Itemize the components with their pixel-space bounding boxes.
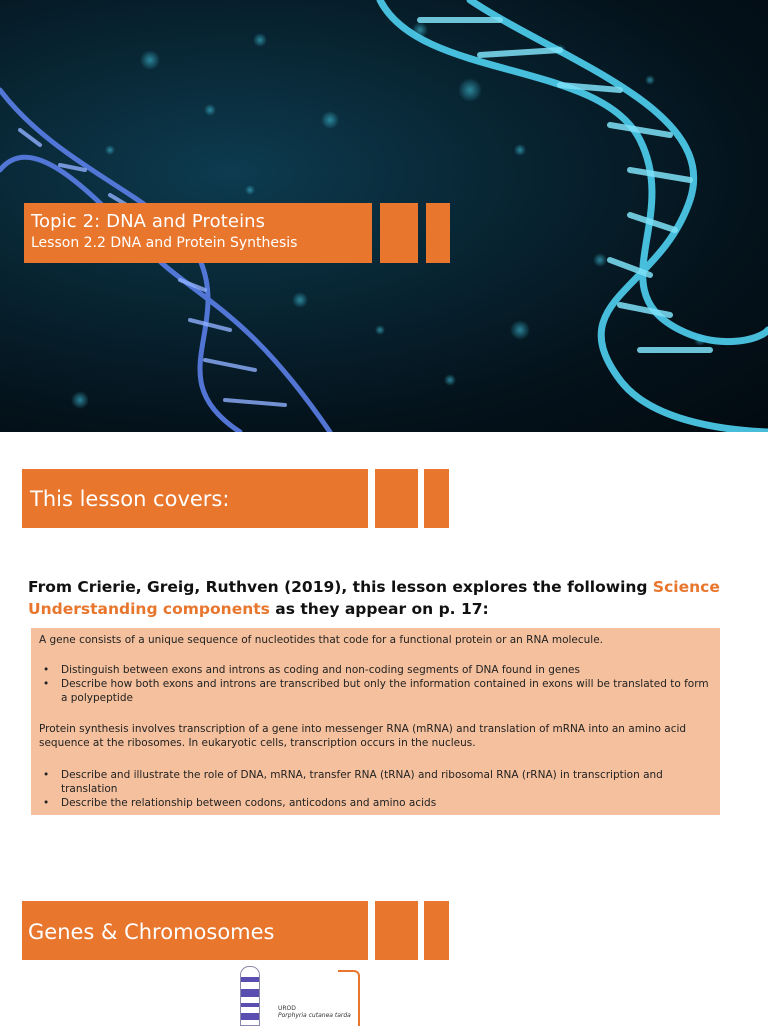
list-item: • Describe how both exons and introns are transcribed but only the information contained in exons will be translated to form a polypeptide [39,677,714,705]
banner-accent-block [375,469,418,528]
banner-accent-block [380,203,418,263]
lesson-subtitle: Lesson 2.2 DNA and Protein Synthesis [31,235,298,251]
bullet-list-1 [39,663,714,705]
genes-title: Genes & Chromosomes [28,920,275,944]
box-paragraph-2: Protein synthesis involves transcription of a gene into messenger RNA (mRNA) and translation of mRNA into an amino acid sequence at the ribosomes. In eukaryotic cells, transcription occurs in the nucleus. [39,723,687,749]
intro-suffix: as they appear on p. 17: [269,600,489,618]
chromosome-band [241,977,259,982]
curriculum-box [31,628,720,815]
covers-title: This lesson covers: [30,487,230,511]
chromosome-diagram [240,966,260,1026]
bullet-list-2 [39,768,714,810]
intro-text [28,576,728,620]
intro-highlight: Science Understanding components [28,578,720,618]
box-paragraph-1: A gene consists of a unique sequence of nucleotides that code for a functional protein or an RNA molecule. [39,634,604,646]
gene-disease: Porphyria cutanea tarda [278,1012,351,1019]
list-item: • Distinguish between exons and introns as coding and non-coding segments of DNA found in genes [39,663,714,677]
chromosome-band [241,1013,259,1020]
chromosome-band [241,1003,259,1007]
banner-accent-block [424,469,449,528]
list-item: • Describe the relationship between codons, anticodons and amino acids [39,796,714,810]
hero-slide [0,0,768,432]
intro-prefix: From Crierie, Greig, Ruthven (2019), this lesson explores the following [28,578,653,596]
banner-accent-block [375,901,418,960]
banner-accent-block [424,901,449,960]
gene-name: UROD [278,1005,296,1012]
banner-accent-block [426,203,450,263]
gene-label [278,1005,351,1019]
topic-title: Topic 2: DNA and Proteins [31,211,266,232]
chromosome-band [241,989,259,997]
list-item: • Describe and illustrate the role of DNA, mRNA, transfer RNA (tRNA) and ribosomal RNA (rRNA) in transcription and translation [39,768,714,796]
